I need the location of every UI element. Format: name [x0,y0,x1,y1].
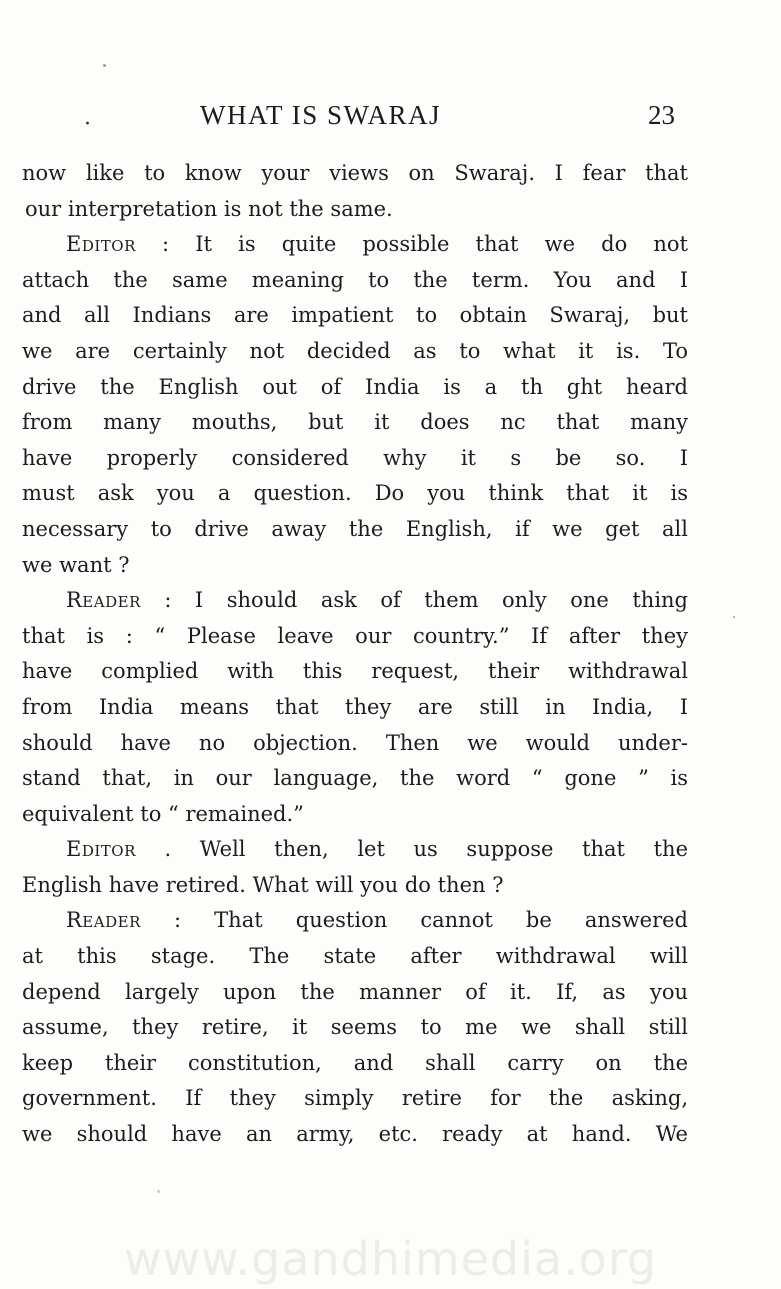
line-text: that is : “ Please leave our country.” If after they [22,623,688,648]
line-text: must ask you a question. Do you think that it is [22,481,688,506]
text-line [22,1010,688,1046]
line-text: keep their constitution, and shall carry on the [22,1050,688,1075]
text-line [22,476,688,512]
line-text: have complied with this request, their withdrawal [22,659,688,684]
text-line [22,761,688,797]
line-text: attach the same meaning to the term. You and I [22,267,688,292]
line-text: at this stage. The state after withdrawal will [22,944,688,969]
line-text: have properly considered why it s be so. I [22,445,688,470]
speaker-label: Reader [66,908,141,933]
text-line [22,405,688,441]
text-line [22,619,688,655]
line-text: : That question cannot be answered [140,908,688,933]
page-number: 23 [648,100,675,130]
text-line [22,583,688,619]
line-text: stand that, in our language, the word “ gone ” is [22,766,688,791]
text-line [22,868,688,904]
page-header [0,100,781,136]
text-line [22,654,688,690]
text-line [22,832,688,868]
text-line [22,548,688,584]
text-line [22,1081,688,1117]
line-text: should have no objection. Then we would under- [22,730,688,755]
line-text: drive the English out of India is a th ght heard [22,374,688,399]
line-text: depend largely upon the manner of it. If, as you [22,979,688,1004]
line-text: necessary to drive away the English, if we get all [22,516,688,541]
text-line [22,441,688,477]
line-text: : I should ask of them only one thing [140,588,688,613]
line-text: from many mouths, but it does nc that many [22,410,688,435]
line-text: equivalent to “ remained.” [22,801,304,826]
header-dot: · [84,112,91,137]
scan-speck [157,1190,160,1193]
text-line [22,690,688,726]
watermark: www.gandhimedia.org [123,1232,658,1286]
line-text: and all Indians are impatient to obtain Swaraj, but [22,303,688,328]
line-text: from India means that they are still in India, I [22,694,688,719]
line-text: . Well then, let us suppose that the [135,837,688,862]
running-title: WHAT IS SWARAJ [200,100,442,130]
line-text: our interpretation is not the same. [25,196,393,221]
speaker-label: Reader [66,588,141,613]
text-line [22,156,688,192]
line-text: now like to know your views on Swaraj. I fear that [22,161,688,185]
text-line [22,227,688,263]
scan-speck [103,64,106,67]
text-line [22,298,688,334]
line-text: : It is quite possible that we do not [135,232,688,257]
line-text: we are certainly not decided as to what it is. To [22,338,688,363]
speaker-label: Editor [66,837,136,862]
line-text: government. If they simply retire for the asking, [22,1086,688,1111]
text-line [22,263,688,299]
text-line [22,512,688,548]
scan-speck [733,616,735,618]
speaker-label: Editor [66,232,136,257]
line-text: assume, they retire, it seems to me we shall still [22,1015,688,1040]
text-line [22,1046,688,1082]
text-line [22,370,688,406]
line-text: English have retired. What will you do then ? [22,872,504,897]
body-text [22,156,688,1153]
text-line [22,334,688,370]
text-line [22,797,688,833]
text-line [22,939,688,975]
text-line [22,726,688,762]
text-line [22,192,688,228]
text-line [22,975,688,1011]
text-line [22,903,688,939]
line-text: we should have an army, etc. ready at hand. We [22,1122,688,1147]
text-line [22,1117,688,1153]
line-text: we want ? [22,552,130,577]
